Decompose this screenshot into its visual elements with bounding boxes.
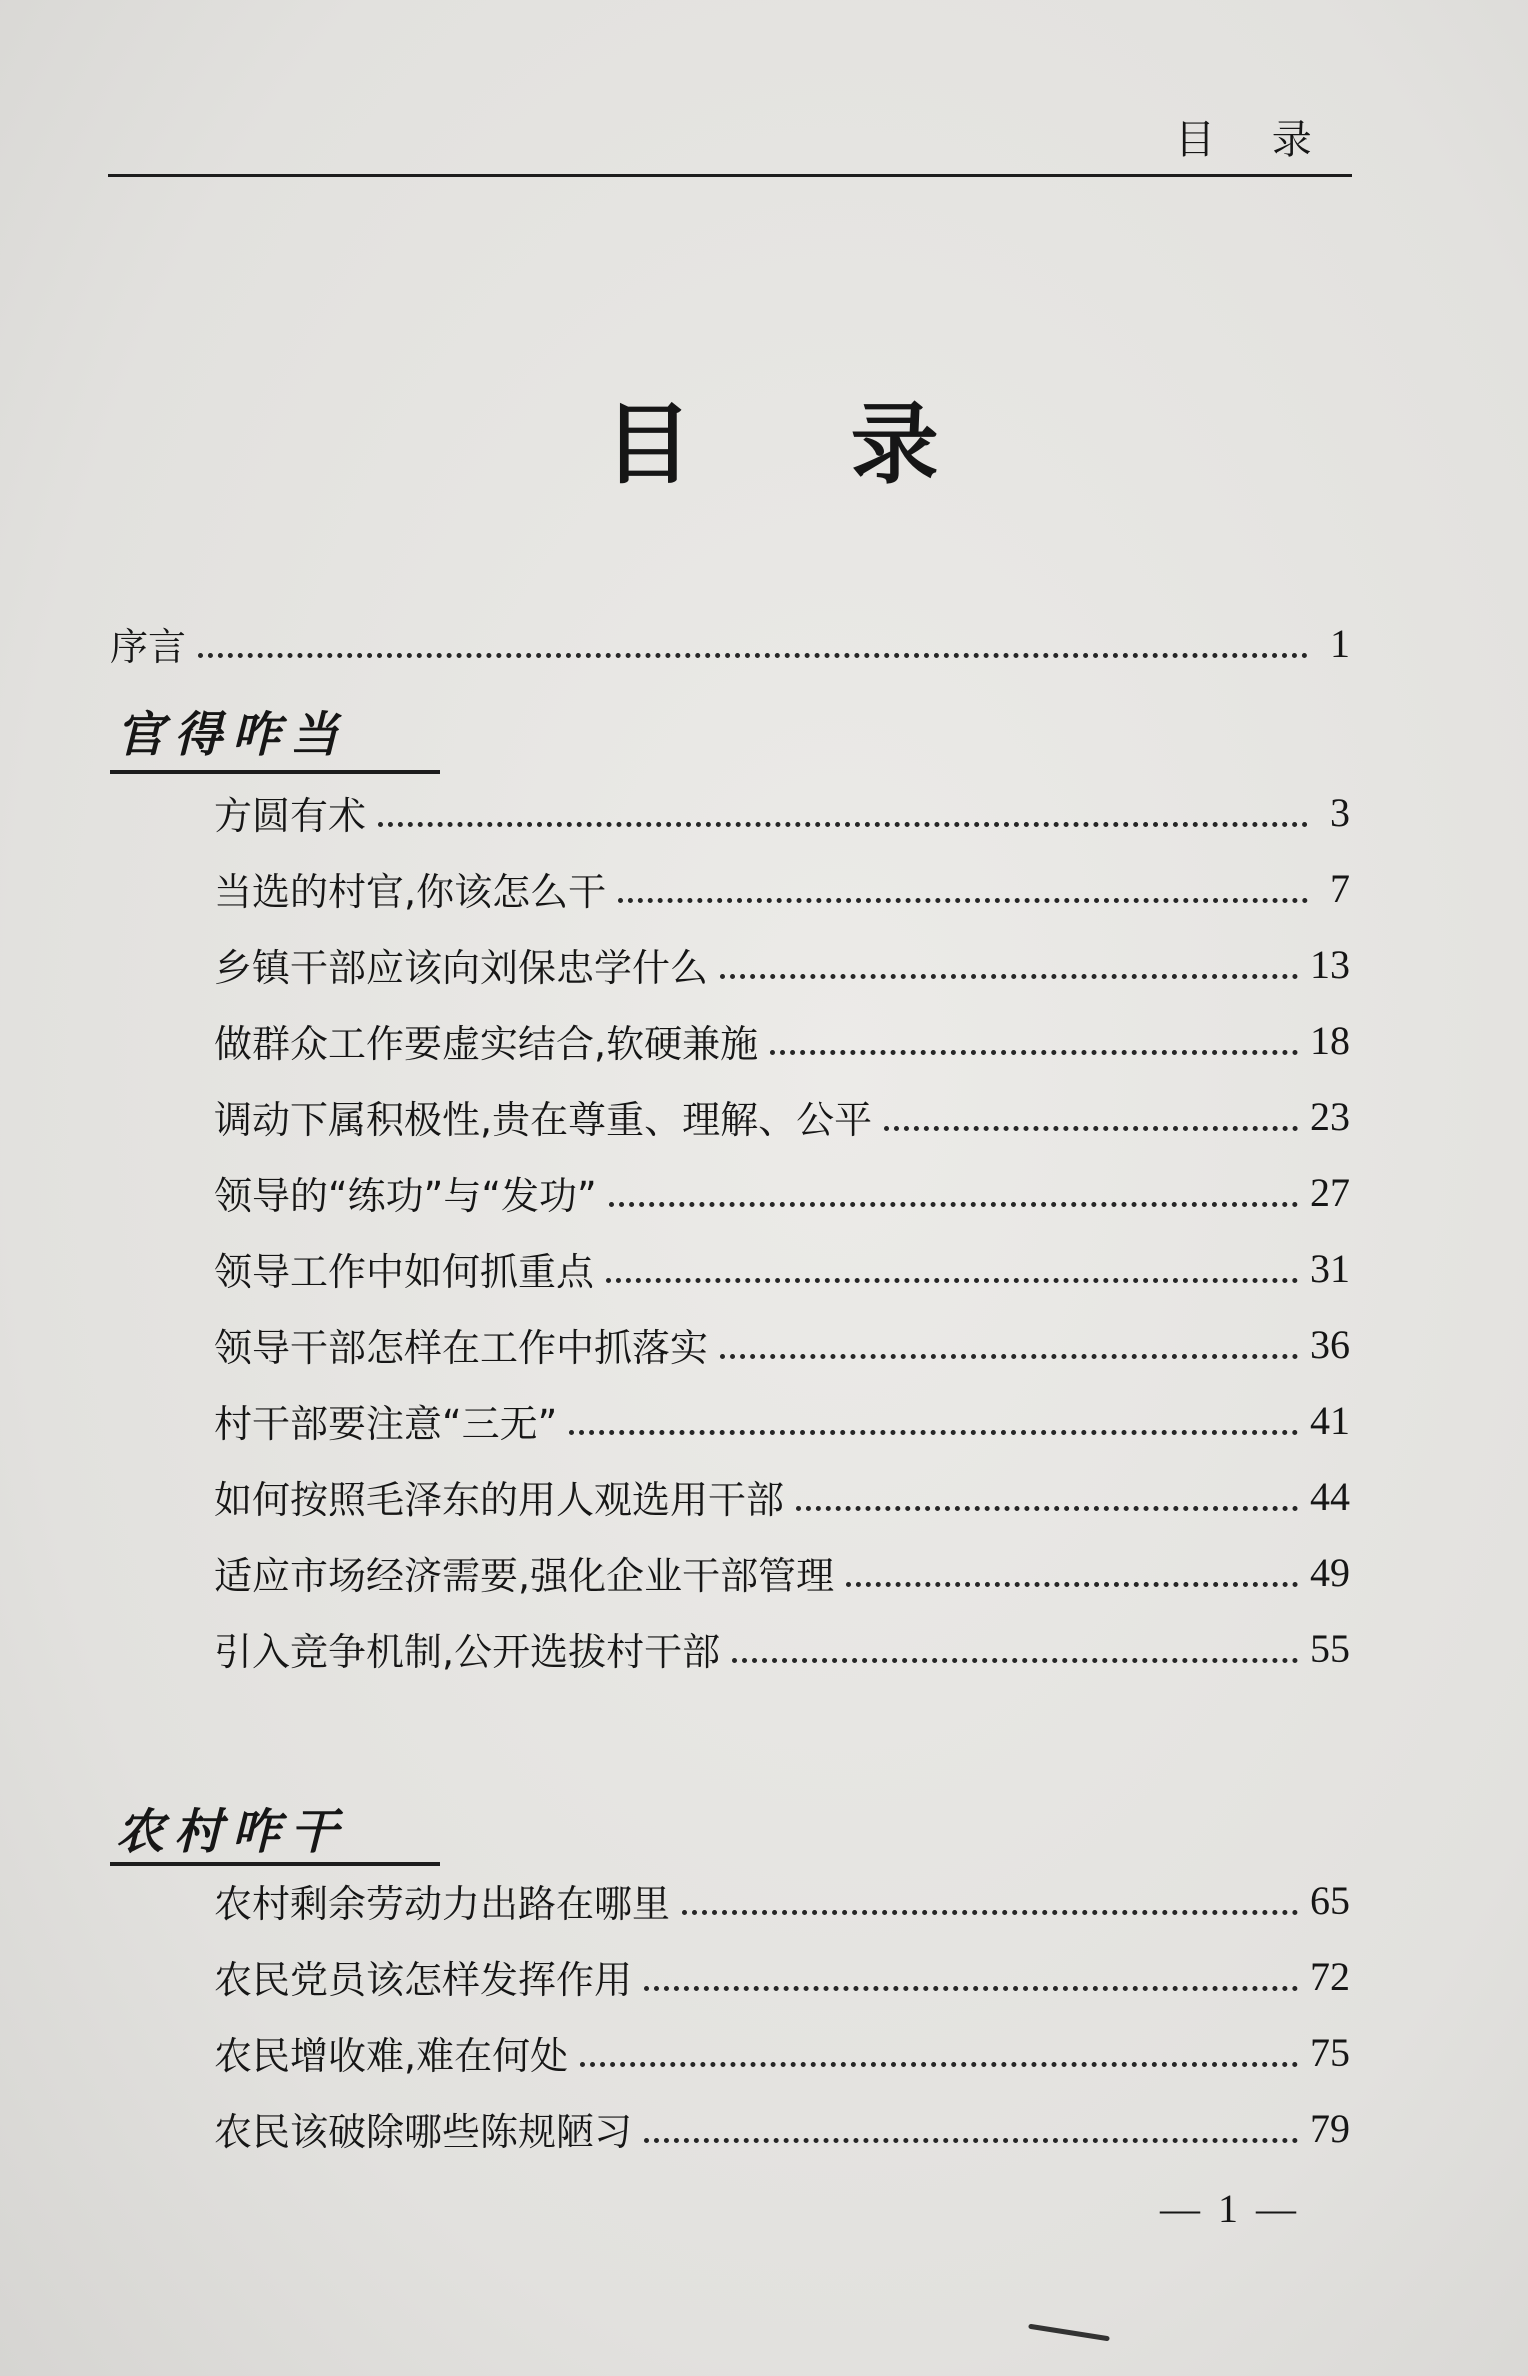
toc-entry-page: 75 — [1310, 2029, 1350, 2075]
toc-entry-page: 7 — [1330, 865, 1350, 911]
toc-entry-title: 序言 — [110, 624, 187, 669]
running-head: 目 录 — [1175, 117, 1334, 163]
toc-entry — [214, 1085, 1350, 1147]
pen-mark — [1028, 2324, 1110, 2342]
toc-entry-title: 适应市场经济需要,强化企业干部管理 — [214, 1553, 835, 1598]
page-number: — 1 — — [1160, 2186, 1300, 2231]
section-underline — [110, 1862, 440, 1866]
toc-entry-title: 引入竞争机制,公开选拔村干部 — [214, 1629, 721, 1674]
toc-entry — [214, 857, 1350, 919]
toc-entry — [214, 1009, 1350, 1071]
dot-leader — [884, 1126, 1298, 1131]
toc-entry-page: 23 — [1310, 1093, 1350, 1139]
toc-entry-preface — [110, 612, 1350, 674]
toc-entry-title: 领导干部怎样在工作中抓落实 — [214, 1325, 709, 1370]
dot-leader — [644, 2138, 1298, 2143]
toc-entry-title: 领导工作中如何抓重点 — [214, 1249, 595, 1294]
page-title: 目 录 — [604, 393, 1003, 496]
toc-entry-page: 13 — [1310, 941, 1350, 987]
toc-entry — [214, 933, 1350, 995]
toc-entry-title: 乡镇干部应该向刘保忠学什么 — [214, 945, 709, 990]
dot-leader — [198, 653, 1308, 658]
toc-entry-page: 79 — [1310, 2105, 1350, 2151]
toc-entry — [214, 1541, 1350, 1603]
toc-entry — [214, 1869, 1350, 1931]
toc-entry-page: 3 — [1330, 789, 1350, 835]
dot-leader — [720, 1354, 1298, 1359]
toc-entry-title: 农村剩余劳动力出路在哪里 — [214, 1881, 671, 1926]
toc-entry — [214, 1237, 1350, 1299]
toc-entry-page: 55 — [1310, 1625, 1350, 1671]
toc-entry-page: 18 — [1310, 1017, 1350, 1063]
toc-entry-page: 1 — [1330, 620, 1350, 666]
toc-entry-title: 农民增收难,难在何处 — [214, 2033, 569, 2078]
toc-entry-title: 方圆有术 — [214, 793, 367, 838]
toc-entry-title: 领导的“练功”与“发功” — [214, 1173, 597, 1218]
toc-entry-title: 农民该破除哪些陈规陋习 — [214, 2109, 633, 2154]
toc-entry-page: 49 — [1310, 1549, 1350, 1595]
toc-entry — [214, 1161, 1350, 1223]
toc-entry-title: 村干部要注意“三无” — [214, 1401, 558, 1446]
toc-entry-page: 44 — [1310, 1473, 1350, 1519]
dot-leader — [580, 2062, 1298, 2067]
dot-leader — [682, 1910, 1298, 1915]
dot-leader — [644, 1986, 1298, 1991]
toc-entry-title: 农民党员该怎样发挥作用 — [214, 1957, 633, 2002]
toc-entry — [214, 1389, 1350, 1451]
toc-entry-page: 27 — [1310, 1169, 1350, 1215]
toc-entry-page: 41 — [1310, 1397, 1350, 1443]
toc-entry-page: 72 — [1310, 1953, 1350, 1999]
section-heading: 官得咋当 — [116, 707, 349, 763]
toc-entry — [214, 1465, 1350, 1527]
section-heading: 农村咋干 — [116, 1804, 349, 1860]
toc-entry — [214, 2021, 1350, 2083]
toc-entry-title: 做群众工作要虚实结合,软硬兼施 — [214, 1021, 759, 1066]
dot-leader — [569, 1430, 1298, 1435]
dot-leader — [796, 1506, 1298, 1511]
dot-leader — [606, 1278, 1298, 1283]
toc-entry-page: 31 — [1310, 1245, 1350, 1291]
dot-leader — [770, 1050, 1298, 1055]
toc-entry — [214, 1945, 1350, 2007]
dot-leader — [720, 974, 1298, 979]
toc-entry-page: 65 — [1310, 1877, 1350, 1923]
toc-entry — [214, 1617, 1350, 1679]
toc-entry — [214, 1313, 1350, 1375]
dot-leader — [846, 1582, 1298, 1587]
toc-entry-title: 调动下属积极性,贵在尊重、理解、公平 — [214, 1097, 873, 1142]
toc-entry-title: 当选的村官,你该怎么干 — [214, 869, 607, 914]
header-rule — [108, 174, 1352, 177]
toc-entry — [214, 2097, 1350, 2159]
dot-leader — [618, 898, 1308, 903]
dot-leader — [378, 822, 1308, 827]
dot-leader — [609, 1202, 1298, 1207]
section-underline — [110, 770, 440, 774]
toc-entry-page: 36 — [1310, 1321, 1350, 1367]
toc-entry-title: 如何按照毛泽东的用人观选用干部 — [214, 1477, 785, 1522]
dot-leader — [732, 1658, 1298, 1663]
toc-entry — [214, 781, 1350, 843]
